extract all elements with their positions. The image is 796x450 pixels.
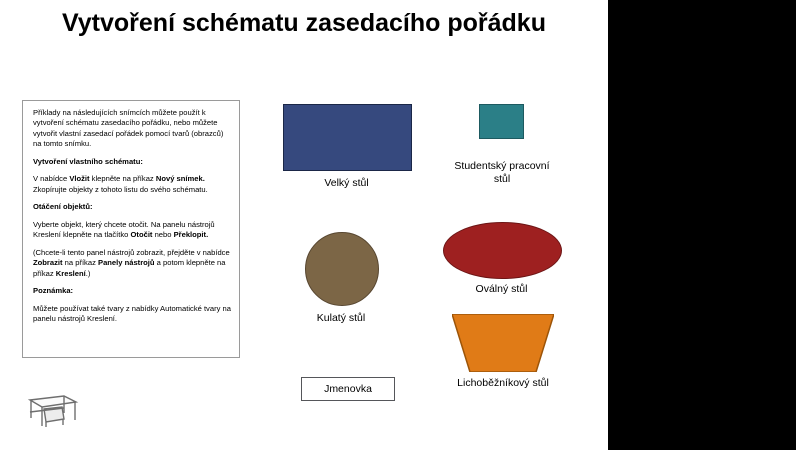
rotate2-part2: na příkaz	[62, 258, 98, 268]
instructions-textbox	[22, 100, 240, 358]
shape-label-big-table: Velký stůl	[324, 177, 369, 189]
rotate2-part4: .)	[85, 268, 91, 278]
shape-nameplate[interactable]	[301, 377, 395, 401]
rotate-bold1: Otočit	[130, 230, 153, 240]
instructions-rotate2-paragraph	[33, 248, 231, 279]
rotate-part2: nebo	[152, 230, 174, 240]
own-part3: Zkopírujte objekty z tohoto listu do svého schématu.	[33, 184, 208, 194]
shape-label-trapezoid-table: Lichoběžníkový stůl	[457, 377, 549, 389]
shape-label-oval-table: Oválný stůl	[475, 283, 528, 295]
own-bold2: Nový snímek.	[155, 174, 205, 184]
shape-big-table[interactable]	[283, 104, 412, 171]
rotate2-part3: a potom klepněte na příkaz	[33, 258, 226, 278]
instructions-note-text: Můžete používat také tvary z nabídky Automatické tvary na panelu nástrojů Kreslení.	[33, 303, 231, 324]
rotate-part1: Vyberte objekt, který chcete otočit. Na panelu nástrojů Kreslení klepněte na tlačítko	[33, 219, 215, 240]
shape-label-round-table: Kulatý stůl	[316, 312, 366, 324]
own-bold1: Vložit	[69, 174, 90, 184]
rotate-bold2: Překlopit.	[173, 230, 209, 240]
rotate2-part1: (Chcete-li tento panel nástrojů zobrazit, přejděte v nabídce	[33, 247, 230, 257]
shape-oval-table[interactable]	[443, 222, 562, 279]
instructions-heading-note: Poznámka:	[33, 286, 74, 296]
shape-student-desk[interactable]	[479, 104, 524, 139]
instructions-rotate-paragraph	[33, 220, 231, 241]
shape-round-table[interactable]	[305, 232, 379, 306]
instructions-heading-rotate: Otáčení objektů:	[33, 202, 93, 212]
shape-trapezoid-table[interactable]	[452, 314, 554, 372]
instructions-own-paragraph	[33, 174, 231, 195]
rotate2-bold2: Panely nástrojů	[98, 258, 155, 268]
own-part2: klepněte na příkaz	[89, 174, 156, 184]
shape-label-nameplate: Jmenovka	[324, 383, 372, 395]
rotate2-bold3: Kreslení	[55, 268, 86, 278]
shape-label-student-desk: Studentský pracovní stůl	[454, 160, 550, 186]
instructions-intro: Příklady na následujících snímcích můžete použít k vytvoření schématu zasedacího pořádku, nebo můžete vytvořit vlastní zasedací pořádek pomocí tvarů (obrazců) na tomto snímku.	[33, 108, 224, 149]
desk-chair-clipart-icon	[24, 382, 82, 428]
page-title: Vytvoření schématu zasedacího pořádku	[62, 9, 546, 37]
right-black-band	[608, 0, 796, 450]
instructions-heading-own: Vytvoření vlastního schématu:	[33, 156, 143, 166]
rotate2-bold1: Zobrazit	[33, 258, 63, 268]
own-part1: V nabídce	[33, 174, 70, 184]
